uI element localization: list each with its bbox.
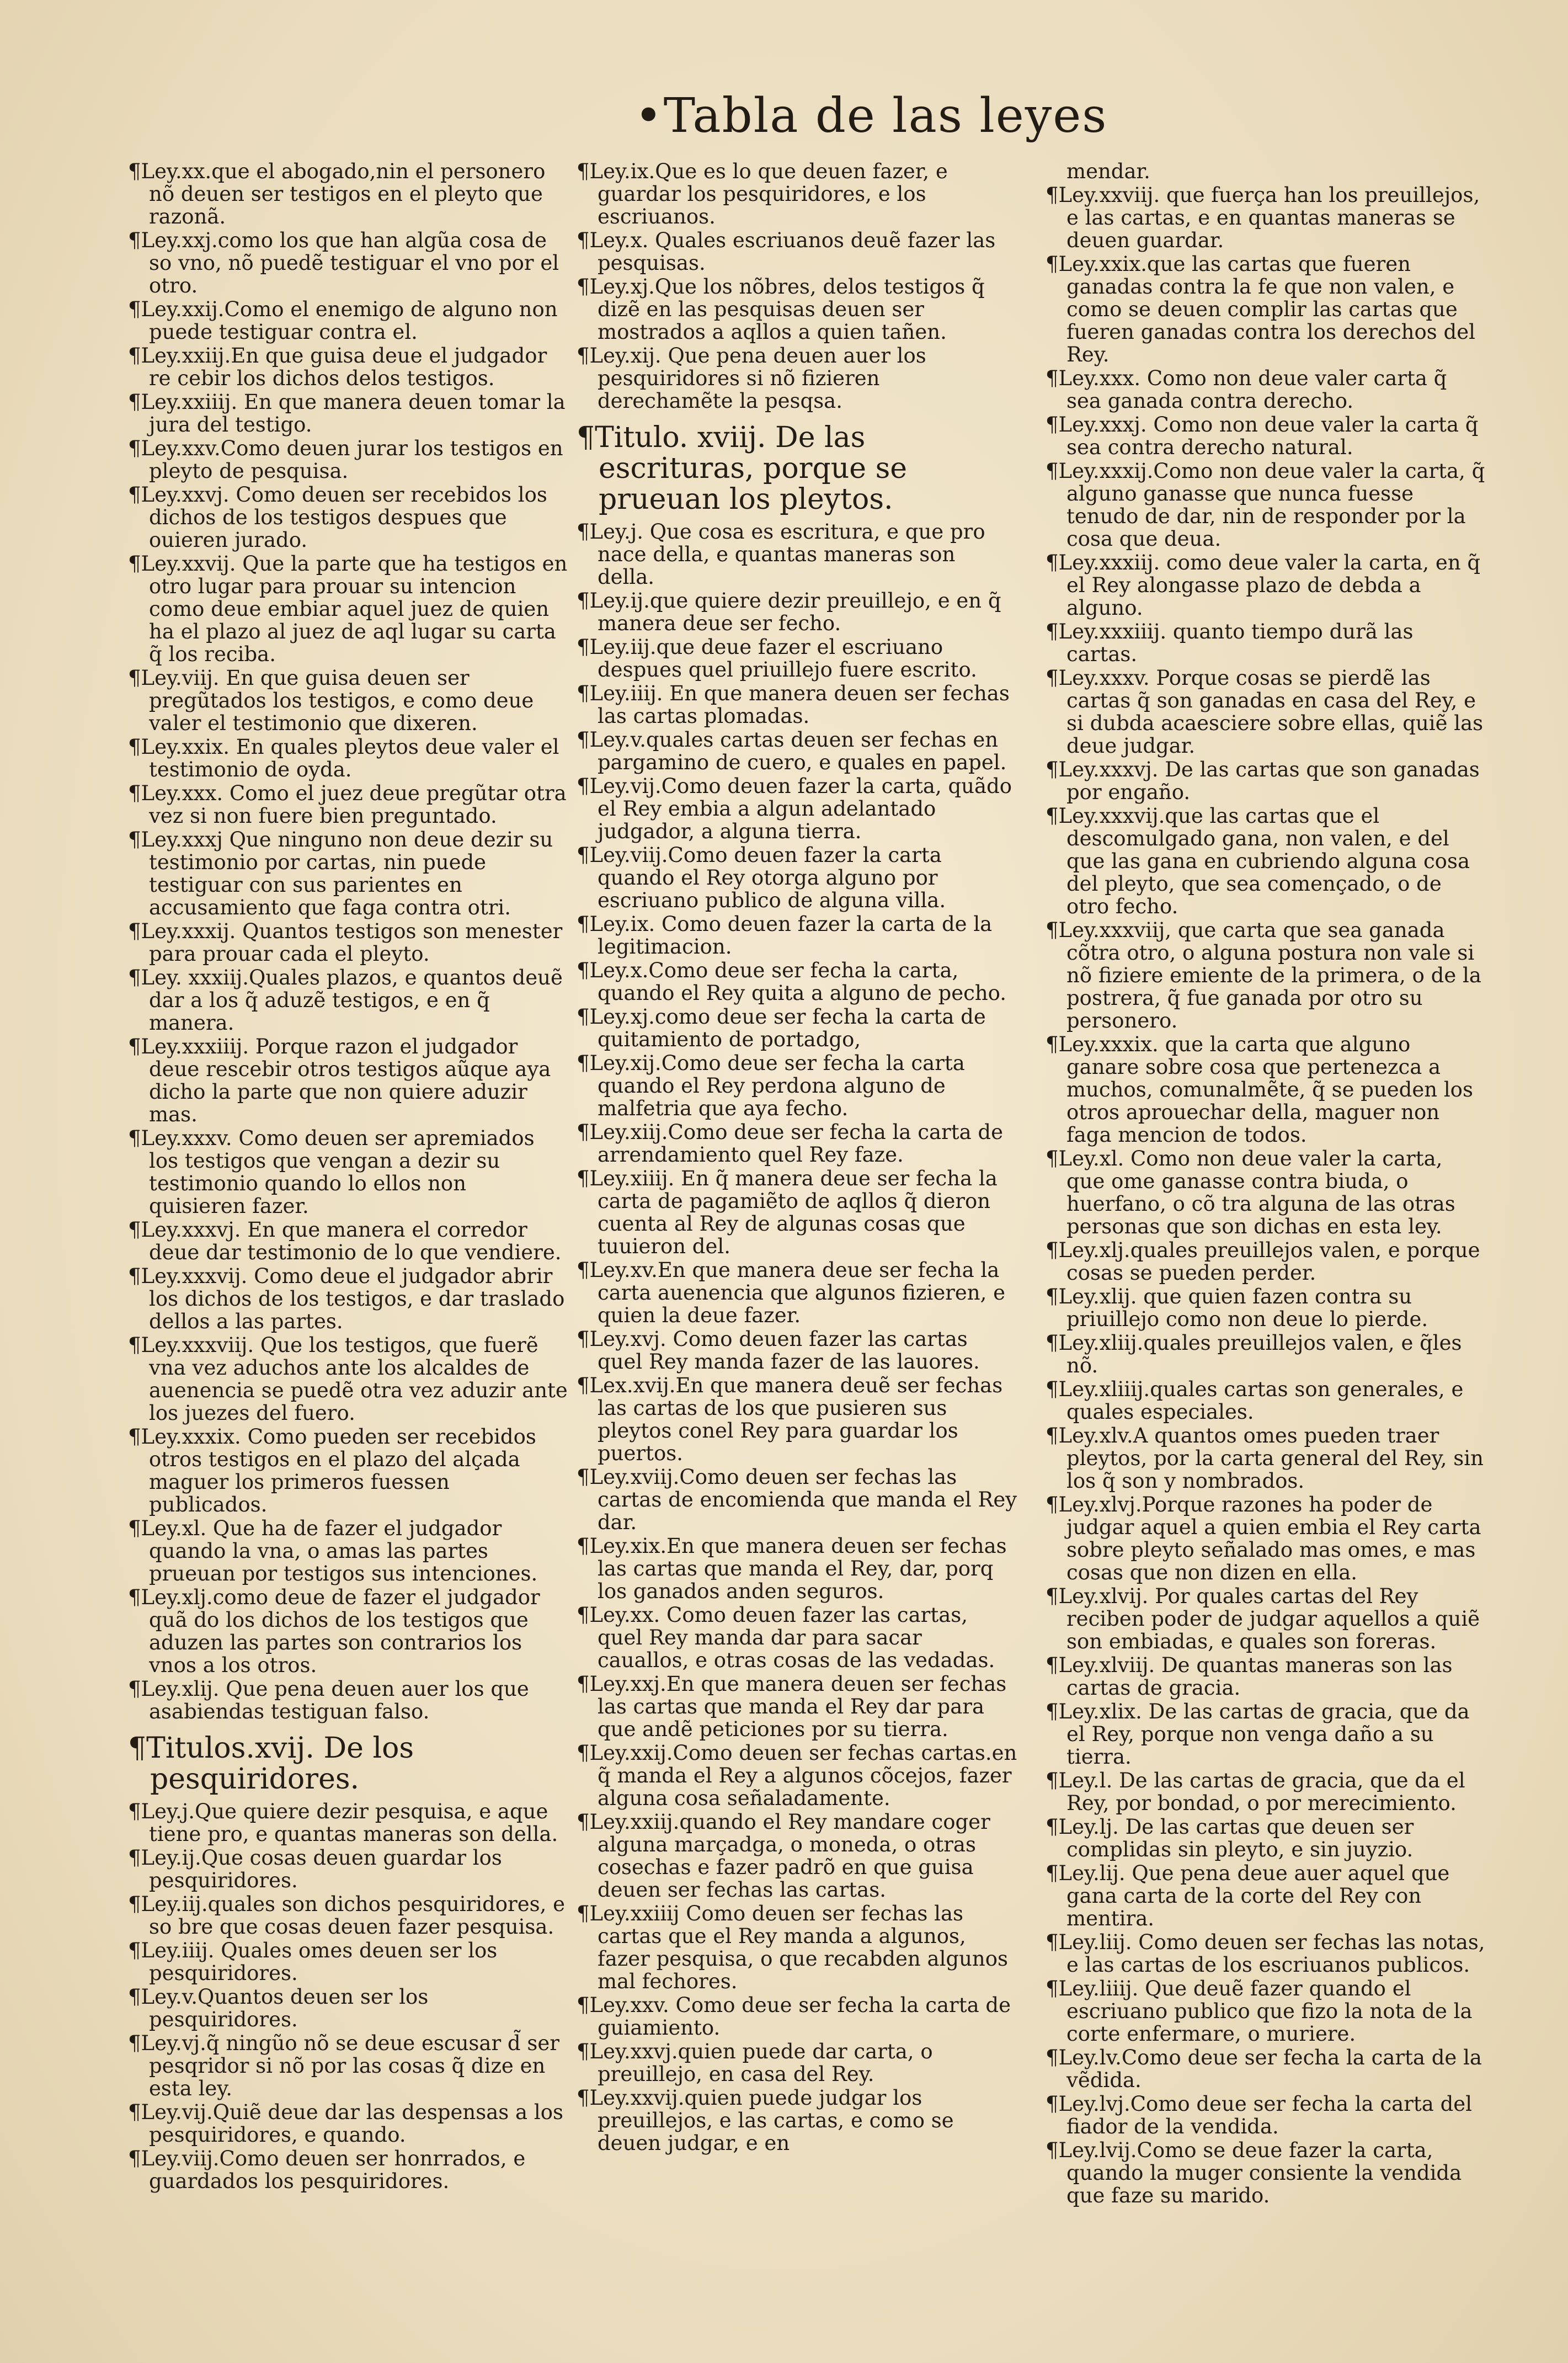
index-entry: ¶Ley.ix. Como deuen fazer la carta de la legitimacion. [577, 912, 993, 959]
column-1 [128, 160, 569, 2194]
index-entry: ¶Ley.xj.Que los nõbres, delos testigos q̃ dizẽ en las pesquisas deuen ser mostrados a aqllos a quien tañen. [577, 275, 985, 344]
index-entry: ¶Ley.xviij.Como deuen ser fechas las cartas de encomienda que manda el Rey dar. [577, 1465, 1017, 1534]
index-entry: ¶Ley.lij. Que pena deue auer aquel que gana carta de la corte del Rey con mentira. [1046, 1861, 1450, 1930]
index-entry: ¶Ley.xlix. De las cartas de gracia, que da el Rey, porque non venga daño a su tierra. [1046, 1700, 1470, 1769]
index-entry: ¶Ley.xvj. Como deuen fazer las cartas quel Rey manda fazer de las lauores. [577, 1327, 980, 1374]
index-entry: ¶Ley.ix.Que es lo que deuen fazer, e guardar los pesquiridores, e los escriuanos. [577, 159, 948, 228]
index-entry: ¶Ley.x. Quales escriuanos deuẽ fazer las pesquisas. [577, 228, 996, 275]
index-entry: ¶Ley.vij.Quiẽ deue dar las despensas a los pesquiridores, e quando. [128, 2100, 563, 2147]
index-entry: ¶Ley.liiij. Que deuẽ fazer quando el escriuano publico que fizo la nota de la corte enfermare, o muriere. [1046, 1977, 1473, 2046]
index-entry: ¶Ley.xxvj. Como deuen ser recebidos los dichos de los testigos despues que ouieren jurado. [128, 483, 547, 552]
index-entry: ¶Ley.xxxj Que ninguno non deue dezir su testimonio por cartas, nin puede testiguar con sus parientes en accusamiento que faga contra otri. [128, 828, 553, 919]
index-entry: ¶Ley.lvj.Como deue ser fecha la carta del fiador de la vendida. [1046, 2092, 1473, 2138]
index-entry: ¶Ley.j.Que quiere dezir pesquisa, e aque tiene pro, e quantas maneras son della. [128, 1800, 558, 1846]
index-entry: ¶Ley.xxiiij Como deuen ser fechas las cartas que el Rey manda a algunos, fazer pesquisa, o que recabden algunos mal fechores. [577, 1902, 1009, 1993]
index-entry: ¶Ley.viij.Como deuen fazer la carta quando el Rey otorga alguno por escriuano publico de alguna villa. [577, 843, 946, 912]
index-entry: ¶Ley.xxvij.quien puede judgar los preuillejos, e las cartas, e como se deuen judgar, e en [577, 2086, 954, 2155]
index-entry: ¶Ley.xv.En que manera deue ser fecha la carta auenencia que algunos fizieren, e quien la deue fazer. [577, 1258, 1006, 1327]
index-entry: ¶Ley.xxxvij.que las cartas que el descomulgado gana, non valen, e del que las gana en cubriendo alguna cosa del pleyto, que sea començado, o de otro fecho. [1046, 804, 1470, 918]
index-entry: ¶Ley.xlvj.Porque razones ha poder de judgar aquel a quien embia el Rey carta sobre pleyto señalado mas omes, e mas cosas que non dizen en ella. [1046, 1493, 1481, 1584]
index-entry: ¶Ley.xxiij.quando el Rey mandare coger alguna marçadga, o moneda, o otras cosechas e fazer padrõ en que guisa deuen ser fechas las cartas. [577, 1810, 990, 1902]
index-entry: ¶Ley.xxvj.quien puede dar carta, o preuillejo, en casa del Rey. [577, 2040, 933, 2086]
index-entry: ¶Ley.x.Como deue ser fecha la carta, quando el Rey quita a alguno de pecho. [577, 959, 1007, 1005]
index-entry: ¶Ley.xxj.como los que han algũa cosa de so vno, nõ puedẽ testiguar el vno por el otro. [128, 228, 559, 297]
index-entry: ¶Ley.xxiij.En que guisa deue el judgador re cebir los dichos delos testigos. [128, 344, 547, 390]
page-header: •Tabla de las leyes [634, 88, 1108, 143]
index-entry: ¶Ley.iij.que deue fazer el escriuano despues quel priuillejo fuere escrito. [577, 635, 977, 682]
index-entry: ¶Ley.v.quales cartas deuen ser fechas en pargamino de cuero, e quales en papel. [577, 728, 1007, 774]
index-entry: mendar. [1066, 159, 1150, 183]
index-entry: ¶Ley.xxxiij. como deue valer la carta, en q̃ el Rey alongasse plazo de debda a alguno. [1046, 551, 1481, 620]
index-entry: ¶Ley.xxj.En que manera deuen ser fechas las cartas que manda el Rey dar para que andẽ peticiones por su tierra. [577, 1672, 1007, 1741]
index-entry: ¶Ley.xlij. Que pena deuen auer los que asabiendas testiguan falso. [128, 1677, 529, 1723]
index-entry: ¶Ley.xl. Como non deue valer la carta, que ome ganasse contra biuda, o huerfano, o cõ tra alguna de las otras personas que son dichas en esta ley. [1046, 1147, 1455, 1238]
index-entry: ¶Ley.xxx. Como non deue valer carta q̃ sea ganada contra derecho. [1046, 366, 1447, 413]
index-entry: ¶Ley.xxxix. que la carta que alguno ganare sobre cosa que pertenezca a muchos, comunalmẽte, q̃ se pueden los otros aprouechar della, maguer non faga mencion de todos. [1046, 1033, 1473, 1147]
index-entry: ¶Ley.xxxviij. Que los testigos, que fuerẽ vna vez aduchos ante los alcaldes de auenencia se puedẽ otra vez aduzir ante los juezes del fuero. [128, 1333, 568, 1425]
index-entry: ¶Ley.xxxv. Como deuen ser apremiados los testigos que vengan a dezir su testimonio quando lo ellos non quisieren fazer. [128, 1126, 535, 1218]
index-entry: ¶Ley.liij. Como deuen ser fechas las notas, e las cartas de los escriuanos publicos. [1046, 1930, 1485, 1977]
index-entry: ¶Ley.xx. Como deuen fazer las cartas, quel Rey manda dar para sacar cauallos, e otras cosas de las vedadas. [577, 1603, 995, 1672]
index-entry: ¶Ley.lv.Como deue ser fecha la carta de la vẽdida. [1046, 2046, 1482, 2092]
index-entry: ¶Ley.xxxix. Como pueden ser recebidos otros testigos en el plazo del alçada maguer los primeros fuessen publicados. [128, 1425, 536, 1516]
index-entry: ¶Ley.ij.que quiere dezir preuillejo, e en q̃ manera deue ser fecho. [577, 589, 1001, 635]
column-3 [1046, 160, 1487, 2208]
index-entry: ¶Ley.l. De las cartas de gracia, que da el Rey, por bondad, o por merecimiento. [1046, 1769, 1465, 1815]
index-entry: ¶Ley.xxxv. Porque cosas se pierdẽ las cartas q̃ son ganadas en casa del Rey, e si dubda acaesciere sobre ellas, quiẽ las deue judgar. [1046, 666, 1484, 758]
index-entry: ¶Ley.xxxij. Quantos testigos son menester para prouar cada el pleyto. [128, 919, 563, 966]
column-2 [577, 160, 1018, 2156]
index-entry: ¶Ley.xlj.como deue de fazer el judgador quã do los dichos de los testigos que aduzen las partes son contrarios los vnos a los otros. [128, 1585, 540, 1677]
section-title: ¶Titulos.xvij. De los pesquiridores. [128, 1732, 414, 1796]
index-entry: ¶Ley.xxxij.Como non deue valer la carta, q̃ alguno ganasse que nunca fuesse tenudo de dar, nin de responder por la cosa que deua. [1046, 459, 1485, 551]
index-entry: ¶Ley.xlij. que quien fazen contra su priuillejo como non deue lo pierde. [1046, 1285, 1428, 1331]
index-entry: ¶Ley.xxvij. Que la parte que ha testigos en otro lugar para prouar su intencion como deue embiar aquel juez de quien ha el plazo al juez de aql lugar su carta q̃ los reciba. [128, 552, 568, 666]
index-entry: ¶Ley.j. Que cosa es escritura, e que pro nace della, e quantas maneras son della. [577, 520, 985, 589]
index-entry: ¶Ley.xij. Que pena deuen auer los pesquiridores si nõ fizieren derechamẽte la pesqsa. [577, 344, 926, 413]
index-entry: ¶Ley.vj.q̃ ningũo nõ se deue escusar d̃ ser pesqridor si nõ por las cosas q̃ dize en esta ley. [128, 2031, 559, 2100]
index-entry: ¶Ley.iij.quales son dichos pesquiridores, e so bre que cosas deuen fazer pesquisa. [128, 1892, 566, 1939]
index-entry: ¶Ley.xiiij. En q̃ manera deue ser fecha la carta de pagamiẽto de aqllos q̃ dieron cuenta al Rey de algunas cosas que tuuieron del. [577, 1167, 998, 1258]
index-entry: ¶Ley.xxiiij. En que manera deuen tomar la jura del testigo. [128, 390, 566, 437]
index-entry: ¶Ley.viij.Como deuen ser honrrados, e guardados los pesquiridores. [128, 2147, 526, 2193]
index-entry: ¶Ley.xxxj. Como non deue valer la carta q̃ sea contra derecho natural. [1046, 413, 1479, 459]
index-entry: ¶Ley.xxviij. que fuerça han los preuillejos, e las cartas, e en quantas maneras se deuen guardar. [1046, 183, 1480, 252]
index-entry: ¶Ley.iiij. Quales omes deuen ser los pesquiridores. [128, 1939, 498, 1985]
index-entry: ¶Ley.xlvij. Por quales cartas del Rey reciben poder de judgar aquellos a quiẽ son embiadas, e quales son foreras. [1046, 1584, 1480, 1653]
index-entry: ¶Ley.xlviij. De quantas maneras son las cartas de gracia. [1046, 1653, 1453, 1700]
index-entry: ¶Ley.xiij.Como deue ser fecha la carta de arrendamiento quel Rey faze. [577, 1120, 1003, 1167]
index-entry: ¶Ley.lvij.Como se deue fazer la carta, quando la muger consiente la vendida que faze su marido. [1046, 2138, 1462, 2207]
index-entry: ¶Ley.xl. Que ha de fazer el judgador quando la vna, o amas las partes prueuan por testigos sus intenciones. [128, 1516, 538, 1585]
index-entry: ¶Lex.xvij.En que manera deuẽ ser fechas las cartas de los que pusieren sus pleytos conel Rey para guardar los puertos. [577, 1374, 1003, 1465]
index-entry: ¶Ley.xxxviij, que carta que sea ganada cõtra otro, o alguna postura non vale si nõ fiziere emiente de la primera, o de la postrera, q̃ fue ganada por otro su personero. [1046, 918, 1481, 1033]
index-entry: ¶Ley.xxxvij. Como deue el judgador abrir los dichos de los testigos, e dar traslado dellos a las partes. [128, 1264, 565, 1333]
index-entry: ¶Ley.vij.Como deuen fazer la carta, quãdo el Rey embia a algun adelantado judgador, a alguna tierra. [577, 774, 1012, 843]
index-entry: ¶Ley.xxxvj. En que manera el corredor deue dar testimonio de lo que vendiere. [128, 1218, 562, 1264]
index-entry: ¶Ley.xxix.que las cartas que fueren ganadas contra la fe que non valen, e como se deuen complir las cartas que fueren ganadas contra los derechos del Rey. [1046, 252, 1475, 366]
index-entry: ¶Ley.viij. En que guisa deuen ser pregũtados los testigos, e como deue valer el testimonio que dixeren. [128, 666, 534, 735]
index-entry: ¶Ley.v.Quantos deuen ser los pesquiridores. [128, 1985, 429, 2031]
index-entry: ¶Ley.ij.Que cosas deuen guardar los pesquiridores. [128, 1846, 502, 1892]
index-entry: ¶Ley.xx.que el abogado,nin el personero nõ deuen ser testigos en el pleyto que razonã. [128, 159, 546, 228]
index-entry: ¶Ley.xxx. Como el juez deue pregũtar otra vez si non fuere bien preguntado. [128, 781, 567, 828]
index-entry: ¶Ley.xlj.quales preuillejos valen, e porque cosas se pueden perder. [1046, 1238, 1480, 1285]
index-entry: ¶Ley.xlv.A quantos omes pueden traer pleytos, por la carta general del Rey, sin los q̃ son y nombrados. [1046, 1424, 1484, 1493]
index-entry: ¶Ley.xxv.Como deuen jurar los testigos en pleyto de pesquisa. [128, 437, 563, 483]
index-entry: ¶Ley.xxxiiij. Porque razon el judgador deue rescebir otros testigos aũque aya dicho la parte que non quiere aduzir mas. [128, 1035, 551, 1126]
index-entry: ¶Ley.xxxiiij. quanto tiempo durã las cartas. [1046, 620, 1414, 666]
index-entry: ¶Ley.lj. De las cartas que deuen ser complidas sin pleyto, e sin juyzio. [1046, 1815, 1414, 1861]
index-entry: ¶Ley.xxix. En quales pleytos deue valer el testimonio de oyda. [128, 735, 559, 781]
index-entry: ¶Ley.xxv. Como deue ser fecha la carta de guiamiento. [577, 1993, 1011, 2040]
index-entry: ¶Ley.xj.como deue ser fecha la carta de quitamiento de portadgo, [577, 1005, 986, 1051]
index-entry: ¶Ley.xix.En que manera deuen ser fechas las cartas que manda el Rey, dar, porq los ganados anden seguros. [577, 1534, 1007, 1603]
index-entry: ¶Ley.xij.Como deue ser fecha la carta quando el Rey perdona alguno de malfetria que aya fecho. [577, 1051, 965, 1120]
index-entry: ¶Ley.xxij.Como el enemigo de alguno non puede testiguar contra el. [128, 297, 558, 344]
index-entry: ¶Ley.iiij. En que manera deuen ser fechas las cartas plomadas. [577, 682, 1010, 728]
index-entry: ¶Ley.xliiij.quales cartas son generales, e quales especiales. [1046, 1377, 1464, 1424]
index-entry: ¶Ley.xxxvj. De las cartas que son ganadas por engaño. [1046, 758, 1480, 804]
index-entry: ¶Ley. xxxiij.Quales plazos, e quantos deuẽ dar a los q̃ aduzẽ testigos, e en q̃ manera. [128, 966, 563, 1035]
section-title: ¶Titulo. xviij. De las escrituras, porque se prueuan los pleytos. [577, 421, 908, 516]
index-entry: ¶Ley.xliij.quales preuillejos valen, e q̃les nõ. [1046, 1331, 1462, 1377]
index-entry: ¶Ley.xxij.Como deuen ser fechas cartas.en q̃ manda el Rey a algunos cõcejos, fazer alguna cosa señaladamente. [577, 1741, 1017, 1810]
